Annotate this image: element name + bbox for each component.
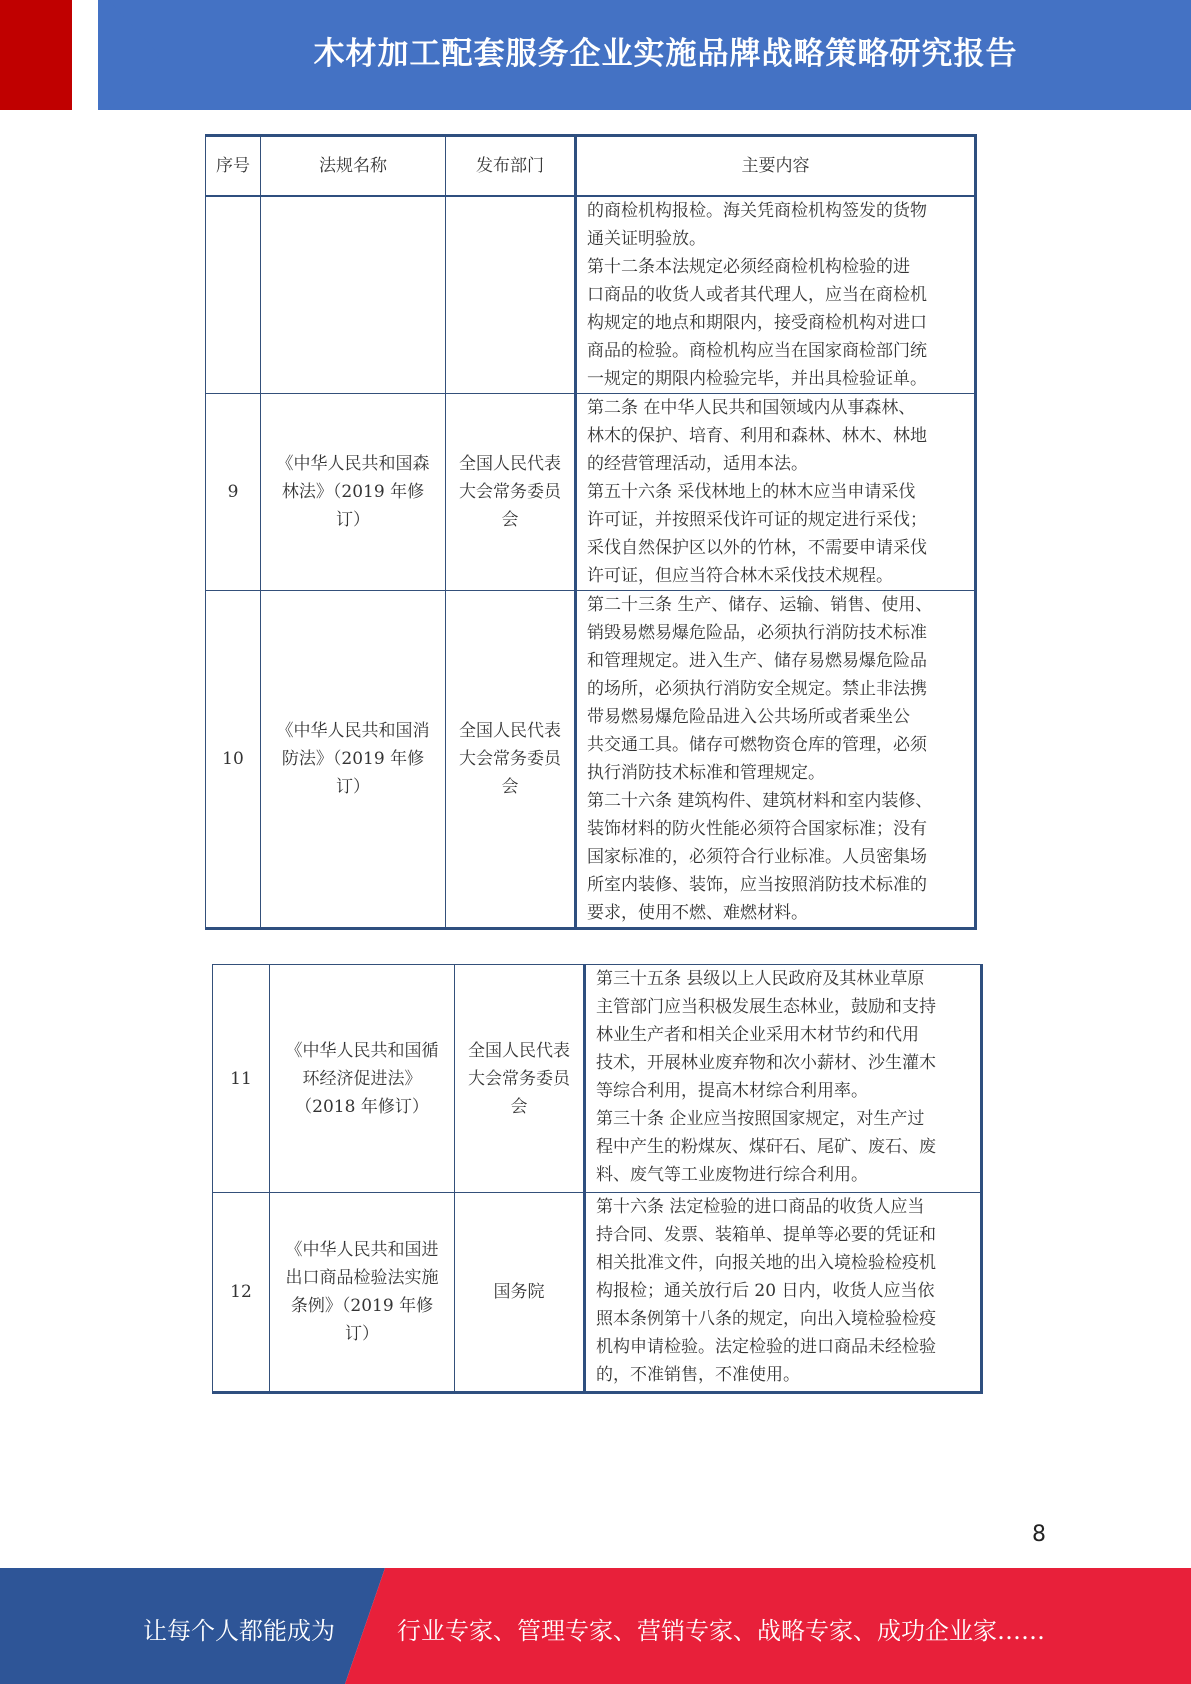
content-line: 的场所，必须执行消防安全规定。禁止非法携 bbox=[587, 678, 927, 699]
row-num: 10 bbox=[206, 590, 261, 928]
row-dept bbox=[446, 196, 576, 394]
content-line: 共交通工具。储存可燃物资仓库的管理，必须 bbox=[587, 734, 927, 755]
content-line: 通关证明验放。 bbox=[587, 228, 706, 249]
content-line: 第十六条 法定检验的进口商品的收货人应当 bbox=[596, 1197, 925, 1217]
content-line: 第十二条本法规定必须经商检机构检验的进 bbox=[587, 256, 910, 277]
page-number: 8 bbox=[1032, 1522, 1046, 1547]
content-line: 国家标准的，必须符合行业标准。人员密集场 bbox=[587, 846, 927, 867]
content-line: 第五十六条 采伐林地上的林木应当申请采伐 bbox=[587, 481, 916, 502]
content-line: 机构申请检验。法定检验的进口商品未经检验 bbox=[596, 1337, 936, 1357]
content-line: 销毁易燃易爆危险品，必须执行消防技术标准 bbox=[587, 622, 927, 643]
report-title: 木材加工配套服务企业实施品牌战略策略研究报告 bbox=[313, 36, 1018, 72]
content-line: 和管理规定。进入生产、储存易燃易爆危险品 bbox=[587, 650, 927, 671]
table-row bbox=[206, 196, 976, 394]
content-line: 第二十六条 建筑构件、建筑材料和室内装修、 bbox=[587, 790, 933, 811]
content-line: 一规定的期限内检验完毕，并出具检验证单。 bbox=[587, 368, 927, 389]
content-line: 第三十五条 县级以上人民政府及其林业草原 bbox=[596, 969, 925, 989]
row-name: 《中华人民共和国循环经济促进法》（2018 年修订） bbox=[270, 965, 455, 1193]
row-num: 11 bbox=[213, 965, 270, 1193]
row-dept: 全国人民代表大会常务委员会 bbox=[446, 590, 576, 928]
table-row bbox=[213, 1193, 982, 1393]
content-line: 带易燃易爆危险品进入公共场所或者乘坐公 bbox=[587, 706, 910, 727]
content-line: 许可证，但应当符合林木采伐技术规程。 bbox=[587, 565, 893, 586]
regulation-table-part1 bbox=[205, 134, 977, 930]
content-line: 口商品的收货人或者其代理人，应当在商检机 bbox=[587, 284, 927, 305]
content-line: 许可证，并按照采伐许可证的规定进行采伐； bbox=[587, 509, 927, 530]
row-content bbox=[585, 1193, 982, 1393]
table-row bbox=[206, 393, 976, 590]
content-line: 构报检；通关放行后 20 日内，收货人应当依 bbox=[596, 1281, 935, 1301]
content-line: 商品的检验。商检机构应当在国家商检部门统 bbox=[587, 340, 927, 361]
content-line: 要求，使用不燃、难燃材料。 bbox=[587, 902, 808, 923]
header-dept: 发布部门 bbox=[446, 136, 576, 196]
content-line: 执行消防技术标准和管理规定。 bbox=[587, 762, 825, 783]
table-row bbox=[213, 965, 982, 1193]
content-line: 等综合利用，提高木材综合利用率。 bbox=[596, 1081, 868, 1101]
content-line: 采伐自然保护区以外的竹林，不需要申请采伐 bbox=[587, 537, 927, 558]
content-line: 装饰材料的防火性能必须符合国家标准；没有 bbox=[587, 818, 927, 839]
content-line: 持合同、发票、装箱单、提单等必要的凭证和 bbox=[596, 1225, 936, 1245]
content-line: 所室内装修、装饰，应当按照消防技术标准的 bbox=[587, 874, 927, 895]
header-banner bbox=[0, 0, 1191, 110]
regulation-table-part2 bbox=[212, 964, 983, 1394]
content-line: 技术，开展林业废弃物和次小薪材、沙生灌木 bbox=[596, 1053, 936, 1073]
table-row bbox=[206, 590, 976, 928]
content-line: 照本条例第十八条的规定，向出入境检验检疫 bbox=[596, 1309, 936, 1329]
content-line: 林业生产者和相关企业采用木材节约和代用 bbox=[596, 1025, 919, 1045]
content-line: 程中产生的粉煤灰、煤矸石、尾矿、废石、废 bbox=[596, 1137, 936, 1157]
row-content bbox=[576, 393, 976, 590]
footer-slogan-left: 让每个人都能成为 bbox=[143, 1617, 335, 1645]
content-line: 林木的保护、培育、利用和森林、林木、林地 bbox=[587, 425, 927, 446]
content-line: 主管部门应当积极发展生态林业，鼓励和支持 bbox=[596, 997, 936, 1017]
row-num: 9 bbox=[206, 393, 261, 590]
content-line: 的经营管理活动，适用本法。 bbox=[587, 453, 808, 474]
row-name: 《中华人民共和国进出口商品检验法实施条例》（2019 年修订） bbox=[270, 1193, 455, 1393]
content-line: 第三十条 企业应当按照国家规定，对生产过 bbox=[596, 1109, 925, 1129]
row-name: 《中华人民共和国消防法》（2019 年修订） bbox=[261, 590, 446, 928]
footer-slogan-right: 行业专家、管理专家、营销专家、战略专家、成功企业家…… bbox=[397, 1617, 1045, 1645]
row-dept: 全国人民代表大会常务委员会 bbox=[446, 393, 576, 590]
content-line: 相关批准文件，向报关地的出入境检验检疫机 bbox=[596, 1253, 936, 1273]
row-dept: 国务院 bbox=[455, 1193, 585, 1393]
content-line: 第二条 在中华人民共和国领域内从事森林、 bbox=[587, 397, 916, 418]
row-num: 12 bbox=[213, 1193, 270, 1393]
row-name: 《中华人民共和国森林法》（2019 年修订） bbox=[261, 393, 446, 590]
content-line: 的商检机构报检。海关凭商检机构签发的货物 bbox=[587, 200, 927, 221]
content-line: 的，不准销售，不准使用。 bbox=[596, 1365, 800, 1385]
content-line: 第二十三条 生产、储存、运输、销售、使用、 bbox=[587, 594, 933, 615]
row-name bbox=[261, 196, 446, 394]
content-line: 构规定的地点和期限内，接受商检机构对进口 bbox=[587, 312, 927, 333]
footer-banner bbox=[0, 1568, 1191, 1684]
row-content bbox=[576, 196, 976, 394]
row-content bbox=[585, 965, 982, 1193]
content-line: 料、废气等工业废物进行综合利用。 bbox=[596, 1165, 868, 1185]
row-content bbox=[576, 590, 976, 928]
header-content: 主要内容 bbox=[576, 136, 976, 196]
row-dept: 全国人民代表大会常务委员会 bbox=[455, 965, 585, 1193]
header-num: 序号 bbox=[206, 136, 261, 196]
row-num bbox=[206, 196, 261, 394]
header-name: 法规名称 bbox=[261, 136, 446, 196]
